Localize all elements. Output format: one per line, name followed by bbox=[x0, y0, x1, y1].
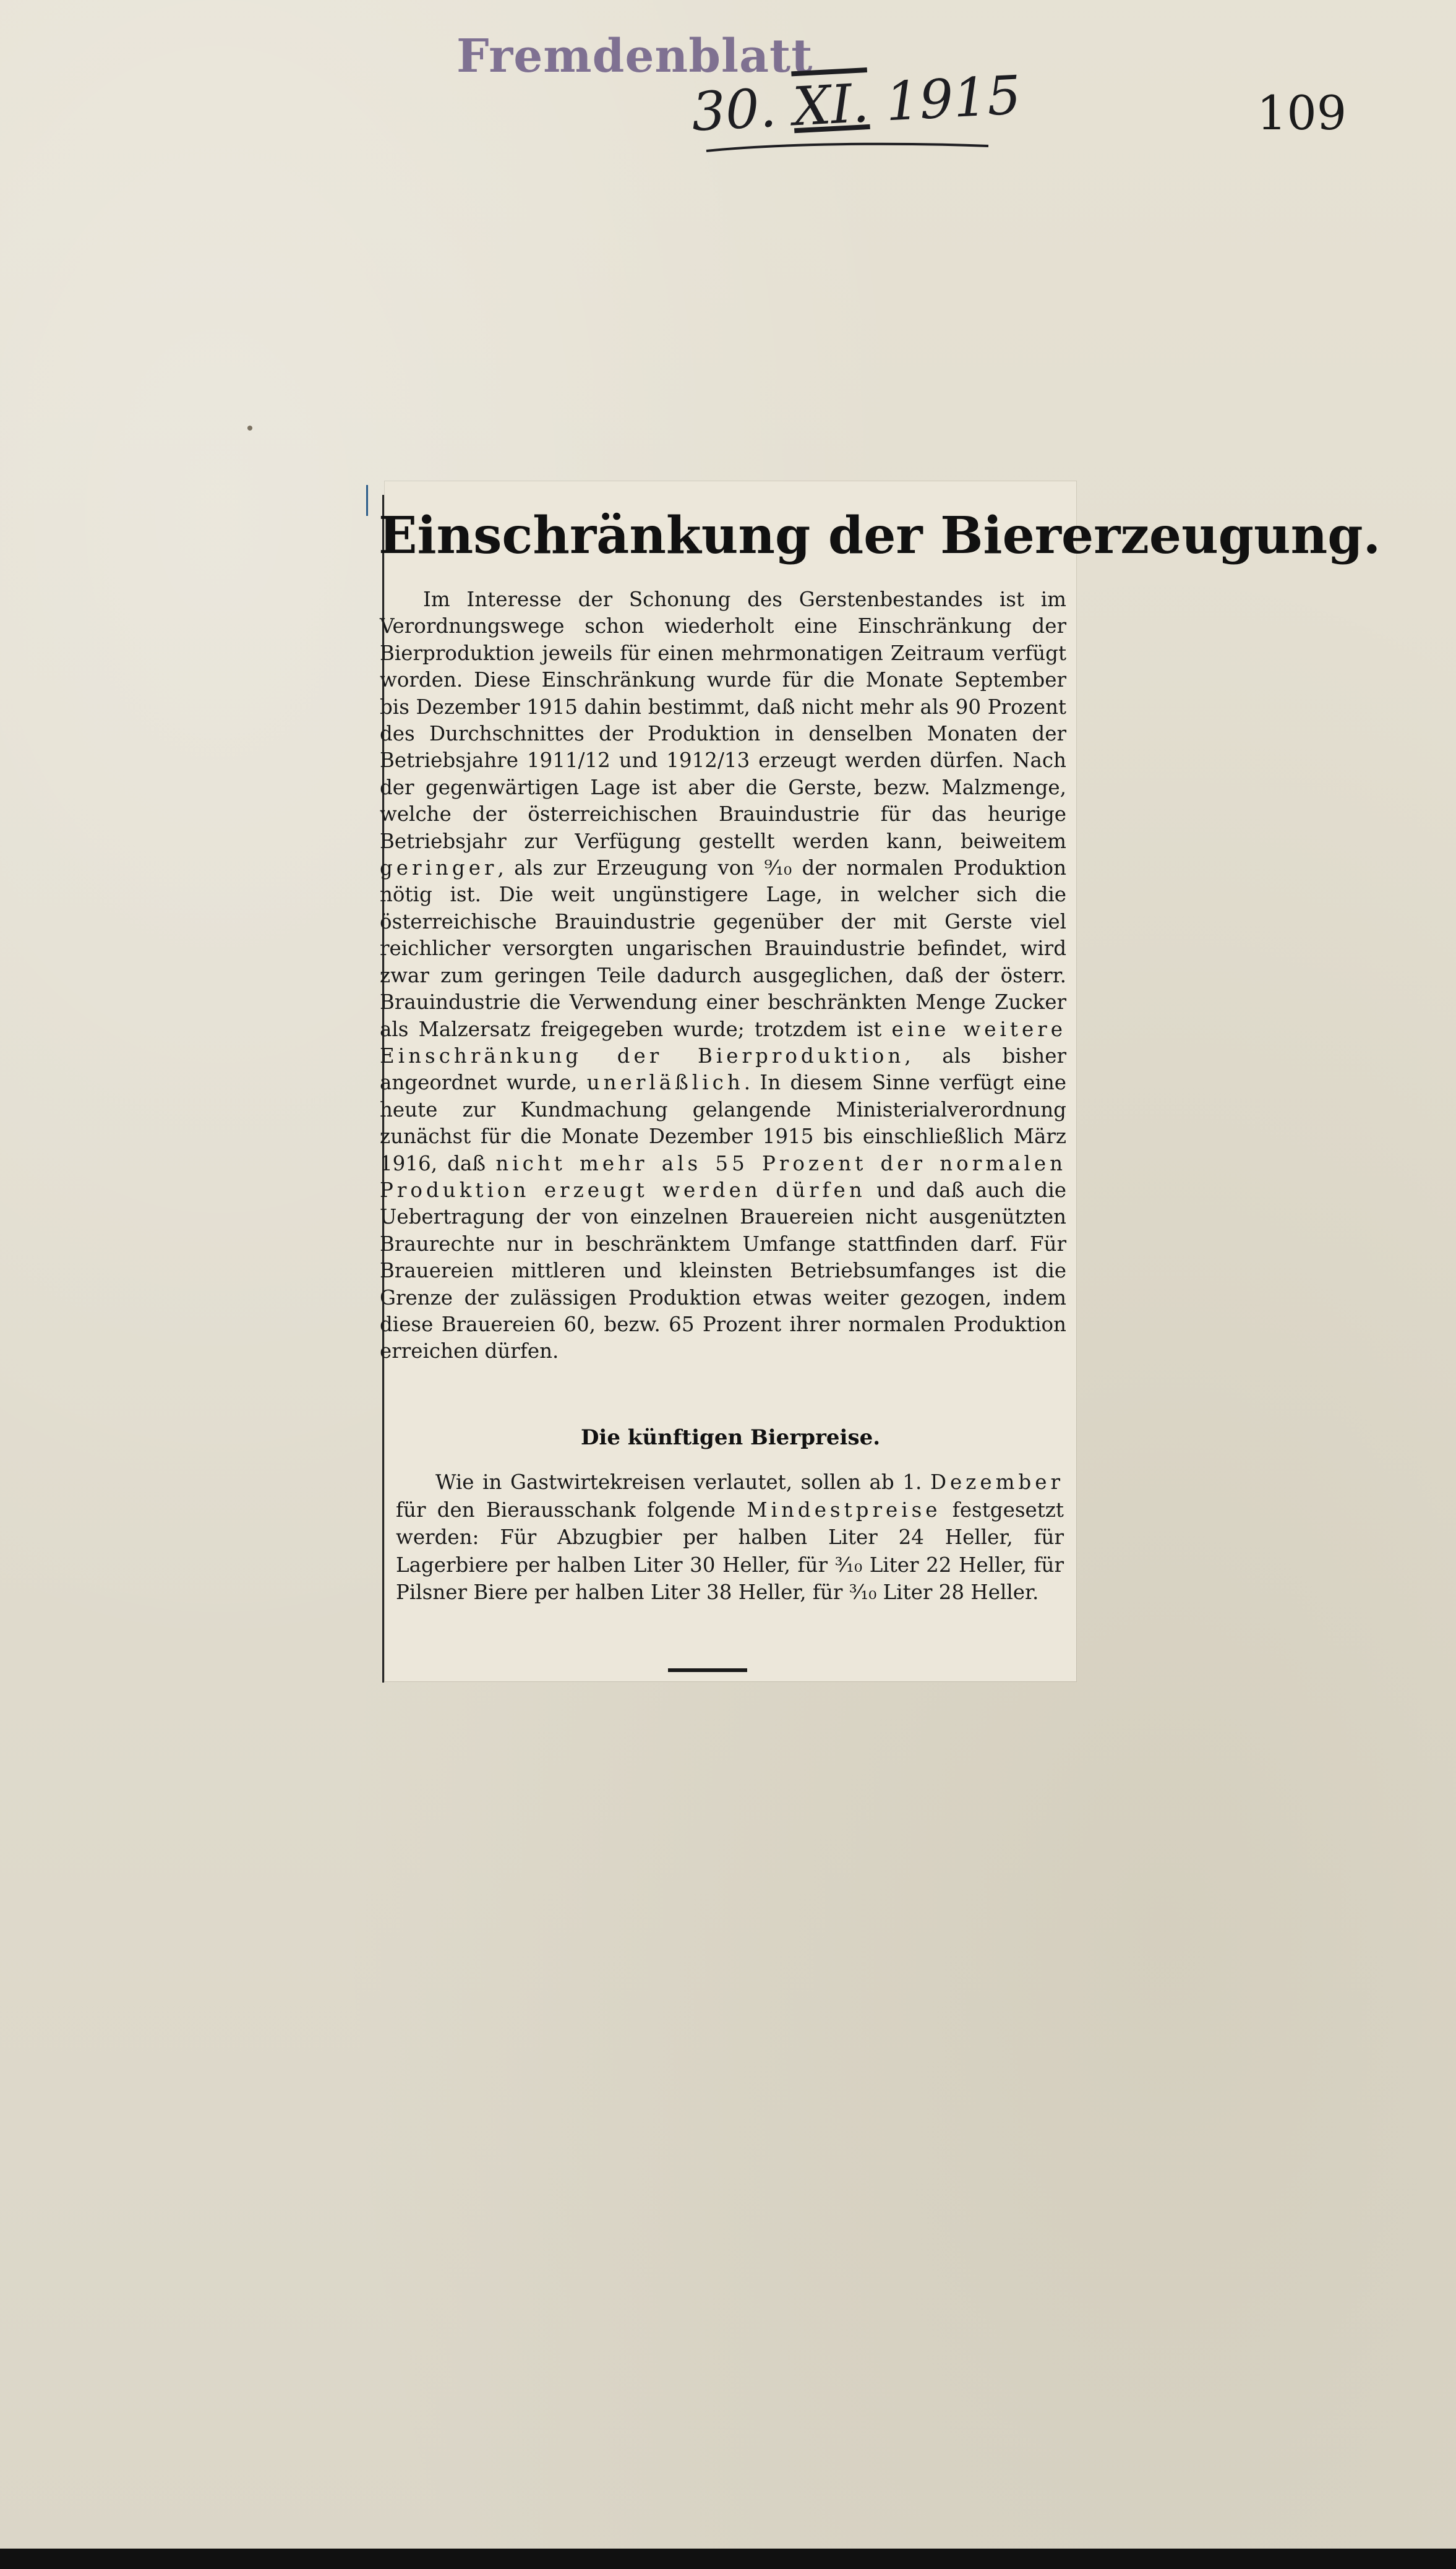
article-body bbox=[380, 586, 1066, 1365]
article-paragraph-1 bbox=[380, 586, 1066, 1365]
text-run: Wie in Gastwirtekreisen verlautet, sollen ab 1. bbox=[435, 1470, 930, 1494]
text-run: , als bisher angeordnet wurde, bbox=[380, 1044, 1066, 1095]
article-end-rule bbox=[668, 1668, 747, 1672]
paper-speck bbox=[247, 426, 252, 431]
date-day: 30. bbox=[690, 77, 778, 144]
article-headline: Einschränkung der Biererzeugung. bbox=[379, 506, 1381, 565]
emphasis-run: eine weitere Einschränkung der Bierproduktion bbox=[380, 1017, 1066, 1068]
emphasis-run: Dezember bbox=[930, 1470, 1064, 1494]
date-underline-stroke bbox=[705, 141, 990, 153]
text-run: festgesetzt werden: Für Abzugbier per halben Liter 24 Heller, für Lagerbiere per halben Liter 30 Heller, für ³⁄₁₀ Liter 22 Heller, für Pilsner Biere per halben Liter 38 Heller, für ³⁄₁₀ Liter 28 Heller. bbox=[396, 1498, 1064, 1604]
text-run: Im Interesse der Schonung des Gerstenbestandes ist im Verordnungswege schon wiederholt eine Einschränkung der Bierproduktion jeweils für einen mehrmonatigen Zeitraum verfügt worden. Diese Einschränkung wurde für die Monate September bis Dezember 1915 dahin bestimmt, daß nicht mehr als 90 Prozent des Durchschnittes der Produktion in denselben Monaten der Betriebsjahre 1911/12 und 1912/13 erzeugt werden dürfen. Nach der gegenwärtigen Lage ist aber die Gerste, bezw. Malzmenge, welche der österreichischen Brauindustrie für das heurige Betriebsjahr zur Verfügung gestellt werden kann, beiweitem bbox=[380, 588, 1066, 853]
text-run: , als zur Erzeugung von ⁹⁄₁₀ der normalen Produktion nötig ist. Die weit ungünstigere Lage, in welcher sich die österreichische Brauindustrie gegenüber der mit Gerste viel reichlicher versorgten ungarischen Brauindustrie befindet, wird zwar zum geringen Teile dadurch ausgeglichen, daß der österr. Brauindustrie die Verwendung einer beschränkten Menge Zucker als Malzersatz freigegeben wurde; trotzdem ist bbox=[380, 856, 1066, 1041]
emphasis-run: Mindestpreise bbox=[747, 1498, 941, 1522]
date-month: XI. bbox=[791, 72, 871, 139]
newspaper-stamp: Fremdenblatt bbox=[456, 30, 813, 83]
text-run: für den Bierausschank folgende bbox=[396, 1498, 747, 1522]
text-run: . In diesem Sinne verfügt eine heute zur Kundmachung gelangende Ministerialverordnung zunächst für die Monate Dezember 1915 bis einschließlich März 1916, daß bbox=[380, 1071, 1066, 1175]
article-paragraph-2 bbox=[396, 1469, 1064, 1606]
scan-bottom-edge bbox=[0, 2549, 1456, 2569]
emphasis-run: geringer bbox=[380, 856, 498, 880]
page-number: 109 bbox=[1257, 85, 1347, 140]
date-year: 1915 bbox=[884, 64, 1023, 134]
text-run: und daß auch die Uebertragung der von einzelnen Brauereien nicht ausgenützten Braurechte nur in beschränktem Umfange stattfinden darf. Für Brauereien mittleren und kleinsten Betriebsumfanges ist die Grenze der zulässigen Produktion etwas weiter gezogen, indem diese Brauereien 60, bezw. 65 Prozent ihrer normalen Produktion erreichen dürfen. bbox=[380, 1178, 1066, 1363]
emphasis-run: unerläßlich bbox=[586, 1071, 744, 1095]
clipping-edge-mark bbox=[366, 485, 368, 516]
article-subheading: Die künftigen Bierpreise. bbox=[580, 1425, 881, 1450]
article-body-2 bbox=[396, 1469, 1064, 1606]
emphasis-run: nicht mehr als 55 Prozent der normalen Produktion erzeugt werden dürfen bbox=[380, 1151, 1067, 1202]
